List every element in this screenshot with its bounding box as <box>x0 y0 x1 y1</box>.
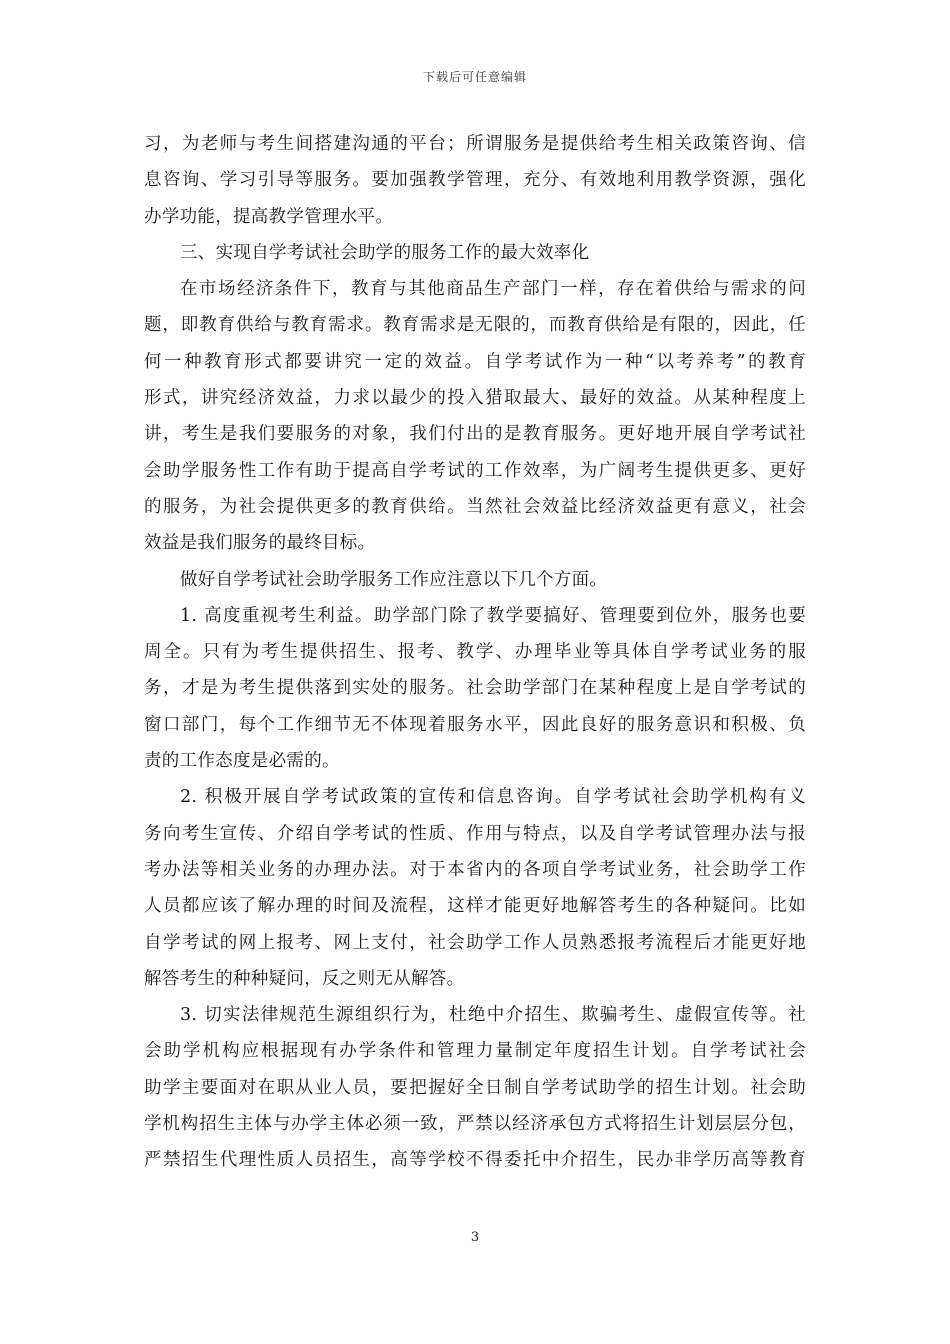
text-line: 会助学机构应根据现有办学条件和管理力量制定年度招生计划。自学考试社会 <box>144 1041 806 1062</box>
text-line: 形式，讲究经济效益，力求以最少的投入猎取最大、最好的效益。从某种程度上 <box>144 388 806 409</box>
text-line: 周全。只有为考生提供招生、报考、教学、办理毕业等具体自学考试业务的服 <box>144 642 806 663</box>
list-item-heading: 1. 高度重视考生利益。助学部门除了教学要搞好、管理要到位外，服务也要 <box>180 605 806 626</box>
text-line: 题，即教育供给与教育需求。教育需求是无限的，而教育供给是有限的，因此，任 <box>144 315 806 336</box>
text-line: 做好自学考试社会助学服务工作应注意以下几个方面。 <box>180 569 608 590</box>
text-line: 务向考生宣传、介绍自学考试的性质、作用与特点，以及自学考试管理办法与报 <box>144 823 806 844</box>
page-header: 下载后可任意编辑 <box>422 70 527 84</box>
text-line: 会助学服务性工作有助于提高自学考试的工作效率，为广阔考生提供更多、更好 <box>144 460 806 481</box>
text-line: 讲，考生是我们要服务的对象，我们付出的是教育服务。更好地开展自学考试社 <box>144 424 806 445</box>
page-number: 3 <box>470 1230 480 1245</box>
text-line: 的服务，为社会提供更多的教育供给。当然社会效益比经济效益更有意义，社会 <box>144 496 806 517</box>
text-line: 自学考试的网上报考、网上支付，社会助学工作人员熟悉报考流程后才能更好地 <box>144 932 806 953</box>
text-line: 何一种教育形式都要讲究一定的效益。自学考试作为一种“以考养考”的教育 <box>144 351 806 372</box>
text-line: 解答考生的种种疑问，反之则无从解答。 <box>144 968 465 989</box>
text-line: 习，为老师与考生间搭建沟通的平台；所谓服务是提供给考生相关政策咨询、信 <box>144 134 806 154</box>
text-line: 务，才是为考生提供落到实处的服务。社会助学部门在某种程度上是自学考试的 <box>144 678 806 699</box>
text-line: 助学主要面对在职从业人员，要把握好全日制自学考试助学的招生计划。社会助 <box>144 1077 806 1098</box>
text-line: 息咨询、学习引导等服务。要加强教学管理，充分、有效地利用教学资源，强化 <box>144 170 806 191</box>
text-line: 窗口部门，每个工作细节无不体现着服务水平，因此良好的服务意识和积极、负 <box>144 714 806 735</box>
text-line: 责的工作态度是必需的。 <box>144 751 340 772</box>
text-line: 人员都应该了解办理的时间及流程，这样才能更好地解答考生的各种疑问。比如 <box>144 896 806 917</box>
text-line: 效益是我们服务的最终目标。 <box>144 533 376 554</box>
text-line: 考办法等相关业务的办理办法。对于本省内的各项自学考试业务，社会助学工作 <box>144 859 806 880</box>
text-line: 严禁招生代理性质人员招生，高等学校不得委托中介招生，民办非学历高等教育 <box>144 1150 806 1171</box>
text-line: 办学功能，提高教学管理水平。 <box>144 206 394 227</box>
list-item-heading: 3. 切实法律规范生源组织行为，杜绝中介招生、欺骗考生、虚假宣传等。社 <box>180 1005 806 1026</box>
list-item-heading: 2. 积极开展自学考试政策的宣传和信息咨询。自学考试社会助学机构有义 <box>180 787 806 808</box>
text-line: 学机构招生主体与办学主体必须一致，严禁以经济承包方式将招生计划层层分包， <box>144 1114 806 1135</box>
document-body <box>144 126 806 1179</box>
text-line: 在市场经济条件下，教育与其他商品生产部门一样，存在着供给与需求的问 <box>180 279 806 300</box>
section-heading: 三、实现自学考试社会助学的服务工作的最大效率化 <box>180 242 590 263</box>
